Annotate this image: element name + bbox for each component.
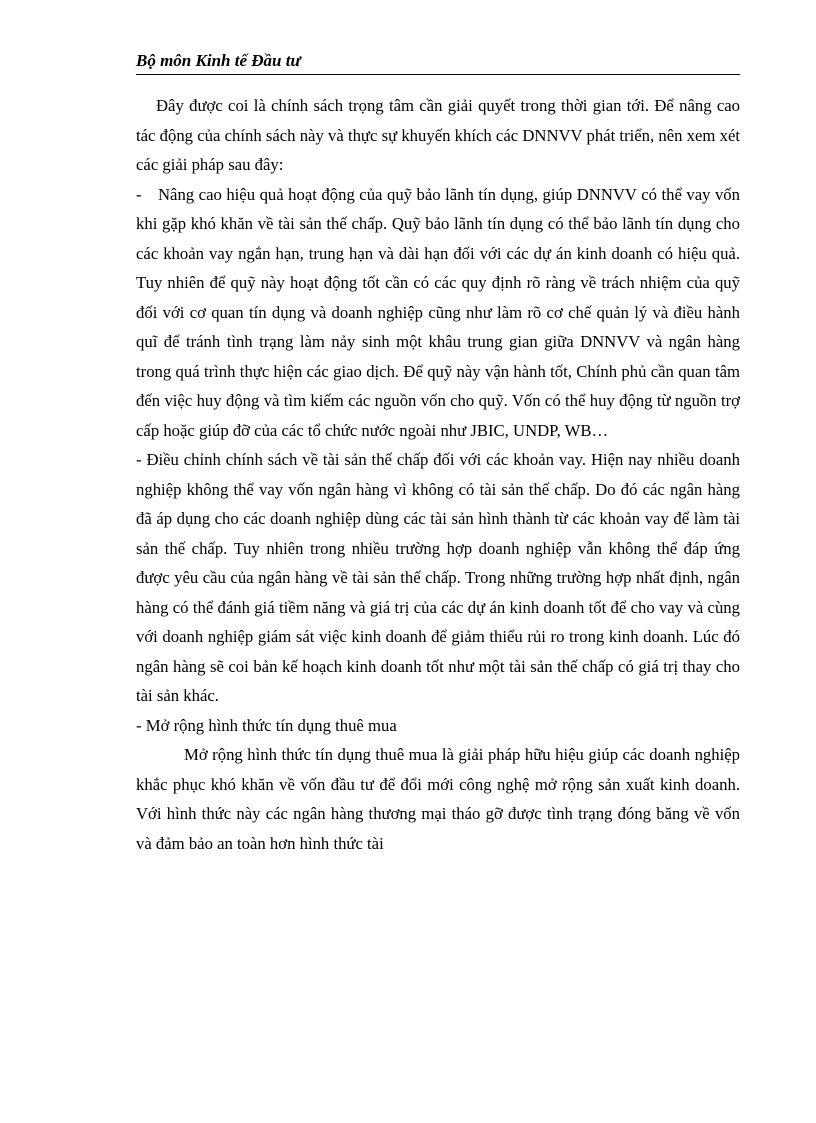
bullet-dash: - (136, 184, 142, 204)
paragraph-leasing: Mở rộng hình thức tín dụng thuê mua là giải pháp hữu hiệu giúp các doanh nghiệp khắc phục khó khăn về vốn đầu tư để đổi mới công nghệ mở rộng sản xuất kinh doanh. Với hình thức này các ngân hàng thương mại tháo gỡ được tình trạng đóng băng về vốn và đảm bảo an toàn hơn hình thức tài (136, 745, 740, 853)
document-body (136, 91, 740, 858)
paragraph-credit-guarantee-text: Nâng cao hiệu quả hoạt động của quỹ bảo lãnh tín dụng, giúp DNNVV có thể vay vốn khi gặp khó khăn về tài sản thế chấp. Quỹ bảo lãnh tín dụng có thể bảo lãnh tín dụng cho các khoản vay ngắn hạn, trung hạn và dài hạn đối với các dự án kinh doanh có hiệu quả. Tuy nhiên để quỹ này hoạt động tốt cần có các quy định rõ ràng về trách nhiệm của quỹ đối với cơ quan tín dụng và doanh nghiệp cũng như làm rõ cơ chế quản lý và điều hành quĩ để tránh tình trạng làm nảy sinh một khâu trung gian giữa DNNVV và ngân hàng trong quá trình thực hiện các giao dịch. Để quỹ này vận hành tốt, Chính phủ cần quan tâm đến việc huy động và tìm kiếm các nguồn vốn cho quỹ. Vốn có thể huy động từ nguồn trợ cấp hoặc giúp đỡ của các tổ chức nước ngoài như JBIC, UNDP, WB… (136, 184, 740, 440)
header-title: Bộ môn Kinh tế Đầu tư (136, 51, 301, 70)
paragraph-leasing-heading: - Mở rộng hình thức tín dụng thuê mua (136, 715, 397, 735)
paragraph-credit-guarantee (136, 180, 740, 446)
page-header (136, 50, 740, 75)
paragraph-collateral: - Điều chỉnh chính sách về tài sản thế chấp đối với các khoản vay. Hiện nay nhiều doanh nghiệp không thể vay vốn ngân hàng vì không có tài sản thế chấp. Do đó các ngân hàng đã áp dụng cho các doanh nghiệp dùng các tài sản hình thành từ các khoản vay để làm tài sản thế chấp. Tuy nhiên trong nhiều trường hợp doanh nghiệp vẫn không thể đáp ứng được yêu cầu của ngân hàng về tài sản thế chấp. Trong những trường hợp nhất định, ngân hàng có thể đánh giá tiềm năng và giá trị của các dự án kinh doanh tốt để cho vay và cùng với doanh nghiệp giám sát việc kinh doanh để giảm thiểu rủi ro trong kinh doanh. Lúc đó ngân hàng sẽ coi bản kế hoạch kinh doanh tốt như một tài sản thế chấp có giá trị thay cho tài sản khác. (136, 450, 740, 705)
paragraph-intro: Đây được coi là chính sách trọng tâm cần giải quyết trong thời gian tới. Để nâng cao tác động của chính sách này và thực sự khuyến khích các DNNVV phát triển, nên xem xét các giải pháp sau đây: (136, 96, 740, 174)
